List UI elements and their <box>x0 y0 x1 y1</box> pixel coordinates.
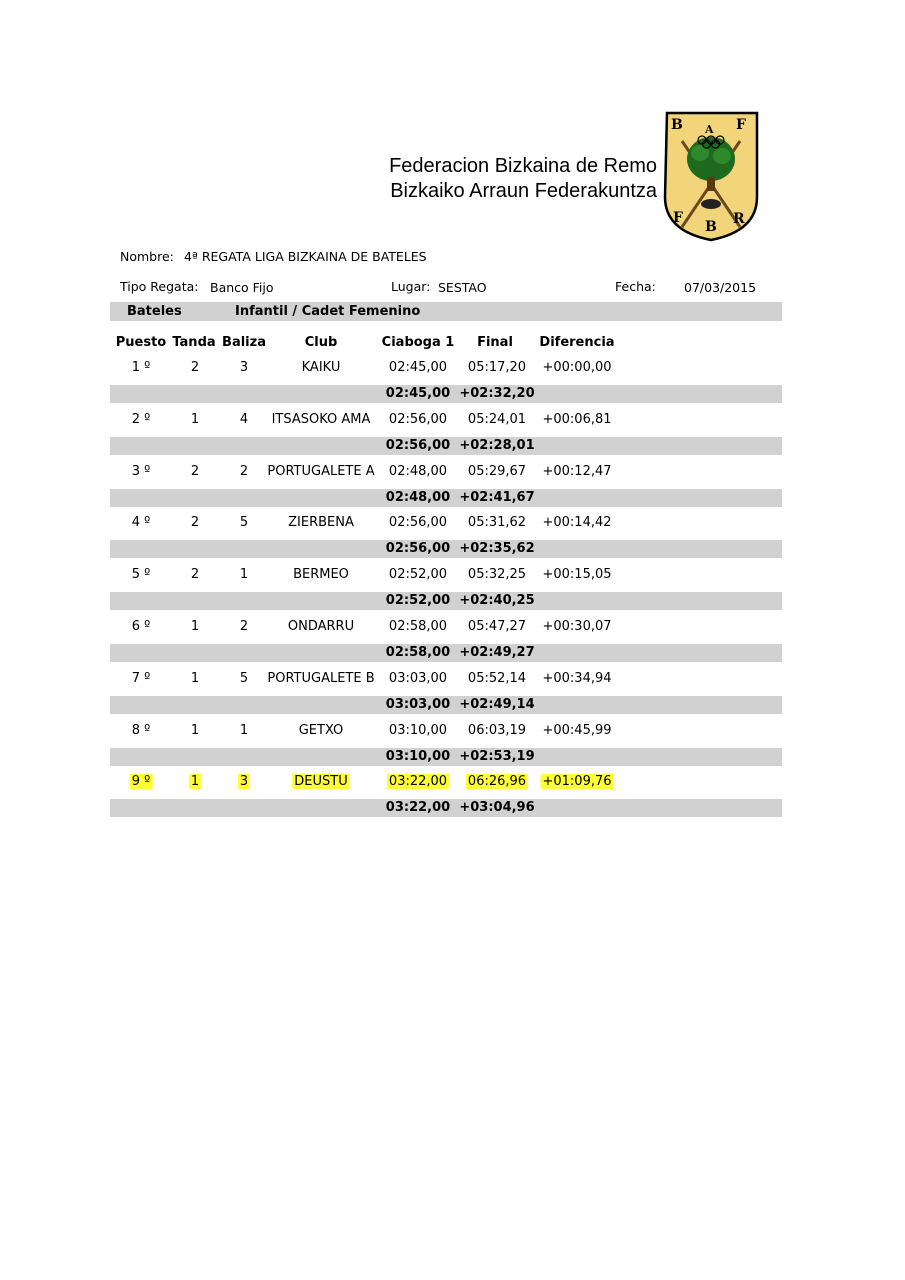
diferencia-cell: +00:45,99 <box>542 722 612 738</box>
diferencia-cell: +00:14,42 <box>542 515 612 531</box>
club-cell: PORTUGALETE B <box>267 670 375 686</box>
logo-letter-r: R <box>733 211 745 227</box>
column-header-baliza: Baliza <box>222 335 266 350</box>
baliza-cell: 1 <box>239 722 249 738</box>
puesto-cell: 8 º <box>131 722 151 738</box>
diferencia-cell: +00:34,94 <box>542 670 612 686</box>
nombre-label: Nombre: <box>120 249 174 264</box>
split-ciaboga-cell: 02:56,00 <box>385 437 451 453</box>
federation-name-eu: Bizkaiko Arraun Federakuntza <box>390 180 657 202</box>
puesto-cell: 6 º <box>131 619 151 634</box>
puesto-cell: 5 º <box>131 567 151 583</box>
diferencia-cell: +00:15,05 <box>542 567 612 583</box>
club-cell: DEUSTU <box>294 774 348 790</box>
baliza-cell: 3 <box>239 360 249 375</box>
ciaboga-cell: 02:45,00 <box>388 360 448 375</box>
lugar-label: Lugar: <box>391 279 431 294</box>
logo-letter-b-top: B <box>671 117 683 133</box>
logo-letter-b-bottom: B <box>705 219 717 235</box>
logo-letter-f-bottom: F <box>673 210 683 226</box>
baliza-cell: 2 <box>239 463 249 479</box>
split-ciaboga-cell: 02:52,00 <box>385 593 451 609</box>
final-cell: 05:31,62 <box>467 515 527 531</box>
fecha-value: 07/03/2015 <box>684 280 757 295</box>
final-cell: 05:32,25 <box>467 567 527 583</box>
column-header-club: Club <box>304 335 338 350</box>
ciaboga-cell: 02:48,00 <box>388 463 448 479</box>
category-name: Infantil / Cadet Femenino <box>235 304 421 319</box>
final-cell: 05:24,01 <box>467 411 527 427</box>
column-header-puesto: Puesto <box>115 335 167 350</box>
tanda-cell: 1 <box>190 619 200 634</box>
tipo-regata-label: Tipo Regata: <box>120 279 199 294</box>
baliza-cell: 2 <box>239 619 249 634</box>
ciaboga-cell: 03:22,00 <box>388 774 448 790</box>
logo-letter-a: A <box>705 123 714 136</box>
split-diff-cell: +02:49,14 <box>459 696 535 712</box>
ciaboga-cell: 02:58,00 <box>388 619 448 634</box>
puesto-cell: 3 º <box>131 463 151 479</box>
final-cell: 06:03,19 <box>467 722 527 738</box>
final-cell: 05:17,20 <box>467 360 527 375</box>
tanda-cell: 2 <box>190 463 200 479</box>
puesto-cell: 1 º <box>131 360 151 375</box>
diferencia-cell: +01:09,76 <box>542 774 612 790</box>
puesto-cell: 7 º <box>131 670 151 686</box>
split-ciaboga-cell: 03:22,00 <box>385 800 451 816</box>
club-cell: KAIKU <box>301 360 341 375</box>
category-boat: Bateles <box>127 304 182 319</box>
split-ciaboga-cell: 03:03,00 <box>385 696 451 712</box>
baliza-cell: 1 <box>239 567 249 583</box>
column-header-diferencia: Diferencia <box>539 335 615 350</box>
tanda-cell: 1 <box>190 774 200 790</box>
split-diff-cell: +02:49,27 <box>459 645 535 660</box>
split-diff-cell: +02:32,20 <box>459 386 535 401</box>
nombre-value: 4ª REGATA LIGA BIZKAINA DE BATELES <box>184 249 427 264</box>
split-diff-cell: +02:40,25 <box>459 593 535 609</box>
diferencia-cell: +00:12,47 <box>542 463 612 479</box>
puesto-cell: 2 º <box>131 411 151 427</box>
tipo-regata-value: Banco Fijo <box>210 280 274 295</box>
tanda-cell: 1 <box>190 670 200 686</box>
final-cell: 05:29,67 <box>467 463 527 479</box>
club-cell: GETXO <box>298 722 344 738</box>
tanda-cell: 2 <box>190 567 200 583</box>
column-header-final: Final <box>477 335 513 350</box>
puesto-cell: 4 º <box>131 515 151 531</box>
split-ciaboga-cell: 02:56,00 <box>385 541 451 557</box>
split-diff-cell: +02:53,19 <box>459 748 535 764</box>
category-band <box>110 302 782 321</box>
puesto-cell: 9 º <box>131 774 151 790</box>
split-diff-cell: +02:41,67 <box>459 489 535 505</box>
fecha-label: Fecha: <box>615 279 656 294</box>
ciaboga-cell: 02:56,00 <box>388 411 448 427</box>
split-ciaboga-cell: 03:10,00 <box>385 748 451 764</box>
split-ciaboga-cell: 02:45,00 <box>385 386 451 401</box>
ciaboga-cell: 03:03,00 <box>388 670 448 686</box>
tanda-cell: 2 <box>190 515 200 531</box>
club-cell: BERMEO <box>293 567 349 583</box>
final-cell: 05:47,27 <box>467 619 527 634</box>
split-ciaboga-cell: 02:58,00 <box>385 645 451 660</box>
baliza-cell: 4 <box>239 411 249 427</box>
final-cell: 05:52,14 <box>467 670 527 686</box>
ciaboga-cell: 02:52,00 <box>388 567 448 583</box>
split-diff-cell: +02:28,01 <box>459 437 535 453</box>
baliza-cell: 5 <box>239 515 249 531</box>
diferencia-cell: +00:06,81 <box>542 411 612 427</box>
club-cell: PORTUGALETE A <box>267 463 375 479</box>
column-header-tanda: Tanda <box>172 335 216 350</box>
tanda-cell: 2 <box>190 360 200 375</box>
ciaboga-cell: 02:56,00 <box>388 515 448 531</box>
diferencia-cell: +00:00,00 <box>542 360 612 375</box>
baliza-cell: 3 <box>239 774 249 790</box>
club-cell: ZIERBENA <box>288 515 354 531</box>
final-cell: 06:26,96 <box>467 774 527 790</box>
tanda-cell: 1 <box>190 722 200 738</box>
split-diff-cell: +02:35,62 <box>459 541 535 557</box>
club-cell: ITSASOKO AMA <box>271 411 371 427</box>
club-cell: ONDARRU <box>287 619 355 634</box>
split-ciaboga-cell: 02:48,00 <box>385 489 451 505</box>
tanda-cell: 1 <box>190 411 200 427</box>
federation-logo <box>662 109 760 242</box>
baliza-cell: 5 <box>239 670 249 686</box>
column-header-ciaboga: Ciaboga 1 <box>381 335 455 350</box>
split-diff-cell: +03:04,96 <box>459 800 535 816</box>
ciaboga-cell: 03:10,00 <box>388 722 448 738</box>
diferencia-cell: +00:30,07 <box>542 619 612 634</box>
lugar-value: SESTAO <box>438 280 487 295</box>
federation-name-es: Federacion Bizkaina de Remo <box>389 155 657 177</box>
logo-letter-f-top: F <box>736 117 746 133</box>
